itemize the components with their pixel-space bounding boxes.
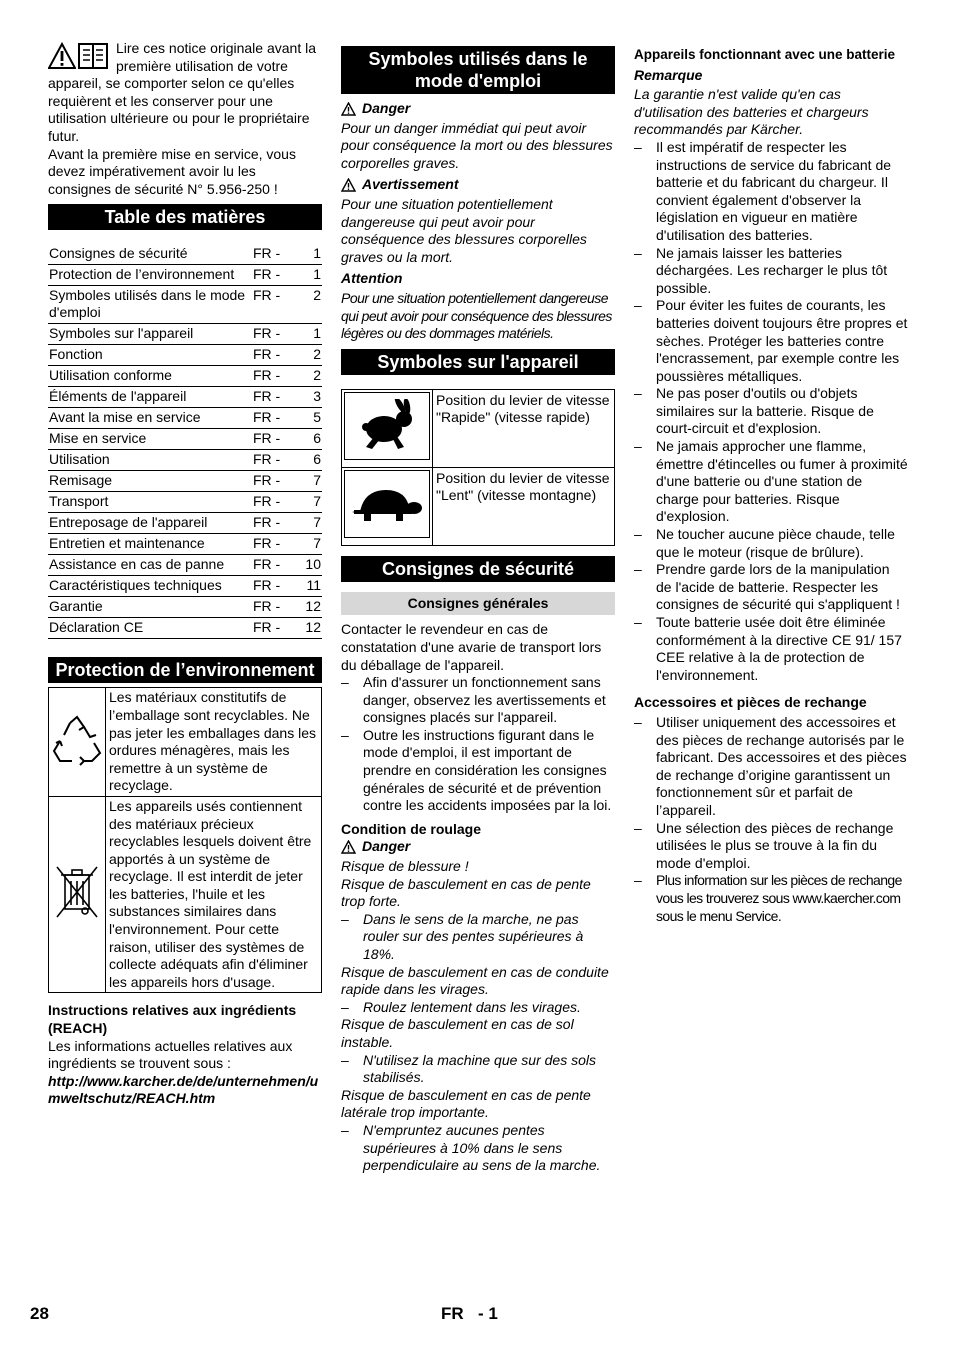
toc-fr: FR -	[252, 450, 294, 471]
crossed-bin-icon	[53, 863, 101, 921]
general-heading: Consignes générales	[341, 592, 615, 616]
intro-text: Lire ces notice originale avant la première utilisation de votre appareil, se comporter selon ce qu'elles requièrent et les conserver pour une utilisation ultérieure ou pour le propriétaire futur.	[48, 40, 317, 144]
danger-text: Pour un danger immédiat qui peut avoir pour conséquence la mort ou des blessures corporelles graves.	[341, 119, 613, 171]
toc-page: 12	[294, 618, 322, 639]
toc-page: 7	[294, 513, 322, 534]
toc-label: Entretien et maintenance	[48, 534, 252, 555]
toc-label: Entreposage de l'appareil	[48, 513, 252, 534]
list-item	[634, 438, 908, 526]
list-item-text: Dans le sens de la marche, ne pas rouler sur des pentes supérieures à 18%.	[363, 910, 584, 962]
env-table	[48, 687, 322, 993]
list-item-text: Ne jamais laisser les batteries déchargées. Les recharger le plus tôt possible.	[656, 244, 888, 296]
toc-row[interactable]	[48, 387, 322, 408]
env-row	[49, 688, 322, 797]
list-item-text: Ne toucher aucune pièce chaude, telle que le moteur (risque de brûlure).	[656, 526, 895, 560]
dash-bullet: –	[634, 297, 642, 314]
toc-page: 3	[294, 387, 322, 408]
driving-text: Risque de basculement en cas de sol instable.	[341, 1016, 574, 1050]
toc-fr: FR -	[252, 534, 294, 555]
symbols-device-table	[341, 389, 615, 546]
list-item	[634, 561, 908, 614]
driving-text: Risque de basculement en cas de conduite rapide dans les virages.	[341, 963, 609, 998]
toc-label: Utilisation conforme	[48, 366, 252, 387]
toc-label: Symboles sur l'appareil	[48, 324, 252, 345]
toc-page: 1	[294, 265, 322, 286]
footer-subpage: - 1	[478, 1304, 498, 1323]
dash-bullet: –	[634, 244, 642, 261]
safety-heading: Consignes de sécurité	[341, 556, 615, 582]
toc-fr: FR -	[252, 597, 294, 618]
toc-fr: FR -	[252, 555, 294, 576]
toc-label: Éléments de l'appareil	[48, 387, 252, 408]
symbol-row	[342, 467, 615, 545]
toc-row[interactable]	[48, 555, 322, 576]
column-right	[634, 46, 908, 925]
accessories-title: Accessoires et pièces de rechange	[634, 694, 867, 711]
list-item	[341, 1052, 615, 1087]
dash-bullet: –	[634, 438, 642, 455]
danger-warning-icon	[341, 840, 356, 854]
toc-label: Mise en service	[48, 429, 252, 450]
remark-label: Remarque	[634, 66, 703, 83]
toc-row[interactable]	[48, 244, 322, 265]
toc-fr: FR -	[252, 387, 294, 408]
dash-bullet: –	[634, 713, 642, 730]
dash-bullet: –	[341, 910, 349, 927]
env-text-disposal: Les appareils usés contiennent des matériaux précieux recyclables lesquels doivent être apportés à un système de recyclage. Il est interdit de jeter les batteries, l'huile et les substances similaires dans l'environnement. Pour cette raison, utiliser des systèmes de collecte adéquats afin d'éliminer les appareils hors d'usage.	[106, 796, 322, 993]
list-item	[341, 999, 615, 1017]
env-row	[49, 796, 322, 993]
list-item-text: Pour éviter les fuites de courants, les batteries doivent toujours être propres et sèches. Protéger les batteries contre l'encrassement, par exemple contre les poussières métalliques.	[656, 297, 908, 384]
toc-fr: FR -	[252, 244, 294, 265]
list-item	[341, 674, 615, 727]
symbol-text-slow: Position du levier de vitesse "Lent" (vitesse montagne)	[433, 467, 615, 545]
env-text-recycle: Les matériaux constitutifs de l’emballage sont recyclables. Ne pas jeter les emballages dans les ordures ménagères, mais les remettre à un système de recyclage.	[106, 688, 322, 797]
toc-row[interactable]	[48, 492, 322, 513]
page-number: 28	[30, 1304, 49, 1323]
list-item-text: Prendre garde lors de la manipulation de l'acide de batterie. Respecter les consignes de sécurité qui s'appliquent !	[656, 561, 900, 613]
list-item-text: N'utilisez la machine que sur des sols stabilisés.	[363, 1051, 597, 1086]
list-item-text: Outre les instructions figurant dans le mode d'emploi, il est important de prendre en considération les consignes générales de sécurité et de prévention contre les accidents imposées par la loi.	[363, 726, 612, 814]
list-item	[634, 297, 908, 385]
toc-page: 1	[294, 324, 322, 345]
driving-danger-label: Danger	[362, 838, 411, 855]
toc-row[interactable]	[48, 286, 322, 324]
toc-label: Avant la mise en service	[48, 408, 252, 429]
danger-warning-icon	[341, 102, 356, 116]
footer-lang: FR	[441, 1304, 464, 1323]
list-item-text: Toute batterie usée doit être éliminée conformément à la directive CE 91/ 157 CEE relative à la de protection de l'environnement.	[656, 614, 902, 683]
toc-row[interactable]	[48, 618, 322, 639]
toc-row[interactable]	[48, 408, 322, 429]
toc-row[interactable]	[48, 450, 322, 471]
toc-row[interactable]	[48, 597, 322, 618]
manual-book-icon	[78, 42, 108, 70]
toc-fr: FR -	[252, 576, 294, 597]
list-item	[634, 139, 908, 245]
driving-list	[341, 858, 615, 1175]
toc-row[interactable]	[48, 576, 322, 597]
turtle-icon	[350, 482, 424, 526]
intro-text-2: Avant la première mise en service, vous devez impérativement avoir lu les consignes de sécurité N° 5.956-250 !	[48, 145, 296, 197]
driving-text: Risque de basculement en cas de pente latérale trop importante.	[341, 1086, 591, 1121]
danger-label: Danger	[362, 100, 411, 116]
reach-link[interactable]: http://www.karcher.de/de/unternehmen/umweltschutz/REACH.htm	[48, 1072, 319, 1107]
toc-table	[48, 244, 322, 639]
toc-row[interactable]	[48, 345, 322, 366]
toc-label: Transport	[48, 492, 252, 513]
dash-bullet: –	[634, 526, 642, 543]
toc-row[interactable]	[48, 534, 322, 555]
list-item	[634, 526, 908, 561]
dash-bullet: –	[634, 614, 642, 630]
symbols-device-heading: Symboles sur l'appareil	[341, 349, 615, 375]
list-item-text: N'empruntez aucunes pentes supérieures à 10% dans le sens perpendiculaire au sens de la marche.	[363, 1121, 601, 1174]
list-item-text: Il est impératif de respecter les instructions de service du fabricant de batterie et du fabricant du chargeur. Il convient également d'observer la législation en vigueur en matière d'utilisation des batteries.	[656, 138, 892, 243]
toc-fr: FR -	[252, 324, 294, 345]
list-item	[341, 1122, 615, 1175]
toc-row[interactable]	[48, 513, 322, 534]
dash-bullet: –	[634, 385, 642, 402]
toc-fr: FR -	[252, 492, 294, 513]
toc-label: Utilisation	[48, 450, 252, 471]
list-item	[634, 245, 908, 298]
toc-fr: FR -	[252, 366, 294, 387]
symbol-text-fast: Position du levier de vitesse "Rapide" (vitesse rapide)	[433, 389, 615, 467]
toc-page: 2	[294, 286, 322, 324]
list-item	[634, 385, 908, 438]
column-left	[48, 40, 322, 1108]
rabbit-icon	[352, 399, 422, 453]
toc-label: Remisage	[48, 471, 252, 492]
toc-label: Caractéristiques techniques	[48, 576, 252, 597]
toc-page: 1	[294, 244, 322, 265]
accessories-list	[634, 714, 908, 925]
dash-bullet: –	[341, 998, 349, 1015]
toc-page: 10	[294, 555, 322, 576]
toc-page: 7	[294, 534, 322, 555]
dash-bullet: –	[341, 726, 349, 743]
driving-text: Risque de basculement en cas de pente trop forte.	[341, 875, 591, 910]
recycle-icon	[50, 713, 104, 767]
toc-label: Déclaration CE	[48, 618, 252, 639]
toc-row[interactable]	[48, 366, 322, 387]
toc-page: 6	[294, 450, 322, 471]
toc-label: Consignes de sécurité	[48, 244, 252, 265]
list-item-text: Une sélection des pièces de rechange utilisées le plus se trouve à la fin du mode d'emploi.	[656, 819, 894, 871]
column-middle	[341, 46, 615, 1175]
toc-fr: FR -	[252, 286, 294, 324]
driving-text: Risque de blessure !	[341, 858, 469, 875]
dash-bullet: –	[634, 872, 642, 889]
general-list	[341, 674, 615, 815]
toc-label: Assistance en cas de panne	[48, 555, 252, 576]
toc-row[interactable]	[48, 265, 322, 286]
list-item-text: Ne jamais approcher une flamme, émettre d'étincelles ou fumer à proximité d'une batterie ou d'une station de charge pour batteries. Risque d'explosion.	[656, 438, 908, 525]
general-intro: Contacter le revendeur en cas de constatation d'une avarie de transport lors du déballage de l'appareil.	[341, 621, 602, 673]
warning-icon	[341, 178, 356, 192]
toc-fr: FR -	[252, 265, 294, 286]
toc-label: Protection de l’environnement	[48, 265, 252, 286]
toc-page: 11	[294, 576, 322, 597]
battery-title: Appareils fonctionnant avec une batterie	[634, 47, 896, 62]
toc-label: Garantie	[48, 597, 252, 618]
symbol-row	[342, 389, 615, 467]
list-item-text: Ne pas poser d'outils ou d'objets similaires sur la batterie. Risque de court-circuit et d'explosion.	[656, 385, 874, 437]
toc-page: 7	[294, 492, 322, 513]
toc-fr: FR -	[252, 345, 294, 366]
reach-text: Les informations actuelles relatives aux ingrédients se trouvent sous :	[48, 1037, 293, 1072]
toc-page: 12	[294, 597, 322, 618]
toc-label: Fonction	[48, 345, 252, 366]
remark-text: La garantie n'est valide qu'en cas d'utilisation des batteries et chargeurs recommandés par Kärcher.	[634, 86, 869, 138]
list-item	[634, 614, 908, 684]
list-item-text: Utiliser uniquement des accessoires et des pièces de rechange autorisés par le fabricant. Des accessoires et des pièces de rechange d’origine garantissent un fonctionnement sûr et parfait de l’appareil.	[656, 713, 907, 818]
toc-page: 2	[294, 345, 322, 366]
toc-row[interactable]	[48, 429, 322, 450]
toc-label: Symboles utilisés dans le mode d'emploi	[48, 286, 252, 324]
toc-fr: FR -	[252, 513, 294, 534]
list-item	[341, 727, 615, 815]
dash-bullet: –	[341, 674, 349, 691]
toc-page: 7	[294, 471, 322, 492]
list-item-text: Afin d'assurer un fonctionnement sans danger, observez les avertissements et consignes placés sur l'appareil.	[363, 674, 606, 726]
intro-block	[48, 40, 322, 198]
intro-icons	[48, 42, 112, 74]
toc-row[interactable]	[48, 471, 322, 492]
toc-fr: FR -	[252, 408, 294, 429]
toc-fr: FR -	[252, 618, 294, 639]
dash-bullet: –	[634, 138, 642, 155]
attention-label: Attention	[341, 270, 403, 287]
toc-row[interactable]	[48, 324, 322, 345]
list-item	[341, 911, 615, 964]
symbols-manual-heading: Symboles utilisés dans le mode d'emploi	[341, 46, 615, 94]
warning-icon	[48, 42, 76, 70]
driving-title: Condition de roulage	[341, 820, 481, 837]
list-item	[634, 820, 908, 873]
warning-label: Avertissement	[362, 176, 459, 193]
attention-text: Pour une situation potentiellement dangereuse qui peut avoir pour conséquence des blessures légères ou des dommages matériels.	[341, 289, 612, 342]
list-item-text: Plus information sur les pièces de rechange vous les trouverez sous www.kaercher.com sous le menu Service.	[656, 872, 902, 924]
dash-bullet: –	[341, 1121, 349, 1138]
toc-page: 5	[294, 408, 322, 429]
toc-fr: FR -	[252, 471, 294, 492]
warning-text: Pour une situation potentiellement dangereuse qui peut avoir pour conséquence des blessures corporelles graves ou la mort.	[341, 195, 587, 265]
list-item	[634, 872, 908, 925]
toc-fr: FR -	[252, 429, 294, 450]
env-heading: Protection de l’environnement	[48, 657, 322, 683]
battery-list	[634, 139, 908, 684]
dash-bullet: –	[634, 819, 642, 836]
toc-page: 2	[294, 366, 322, 387]
list-item	[634, 714, 908, 820]
toc-page: 6	[294, 429, 322, 450]
dash-bullet: –	[341, 1051, 349, 1068]
list-item-text: Roulez lentement dans les virages.	[363, 998, 581, 1015]
reach-title: Instructions relatives aux ingrédients (REACH)	[48, 1002, 297, 1037]
dash-bullet: –	[634, 561, 642, 578]
toc-heading: Table des matières	[48, 204, 322, 230]
